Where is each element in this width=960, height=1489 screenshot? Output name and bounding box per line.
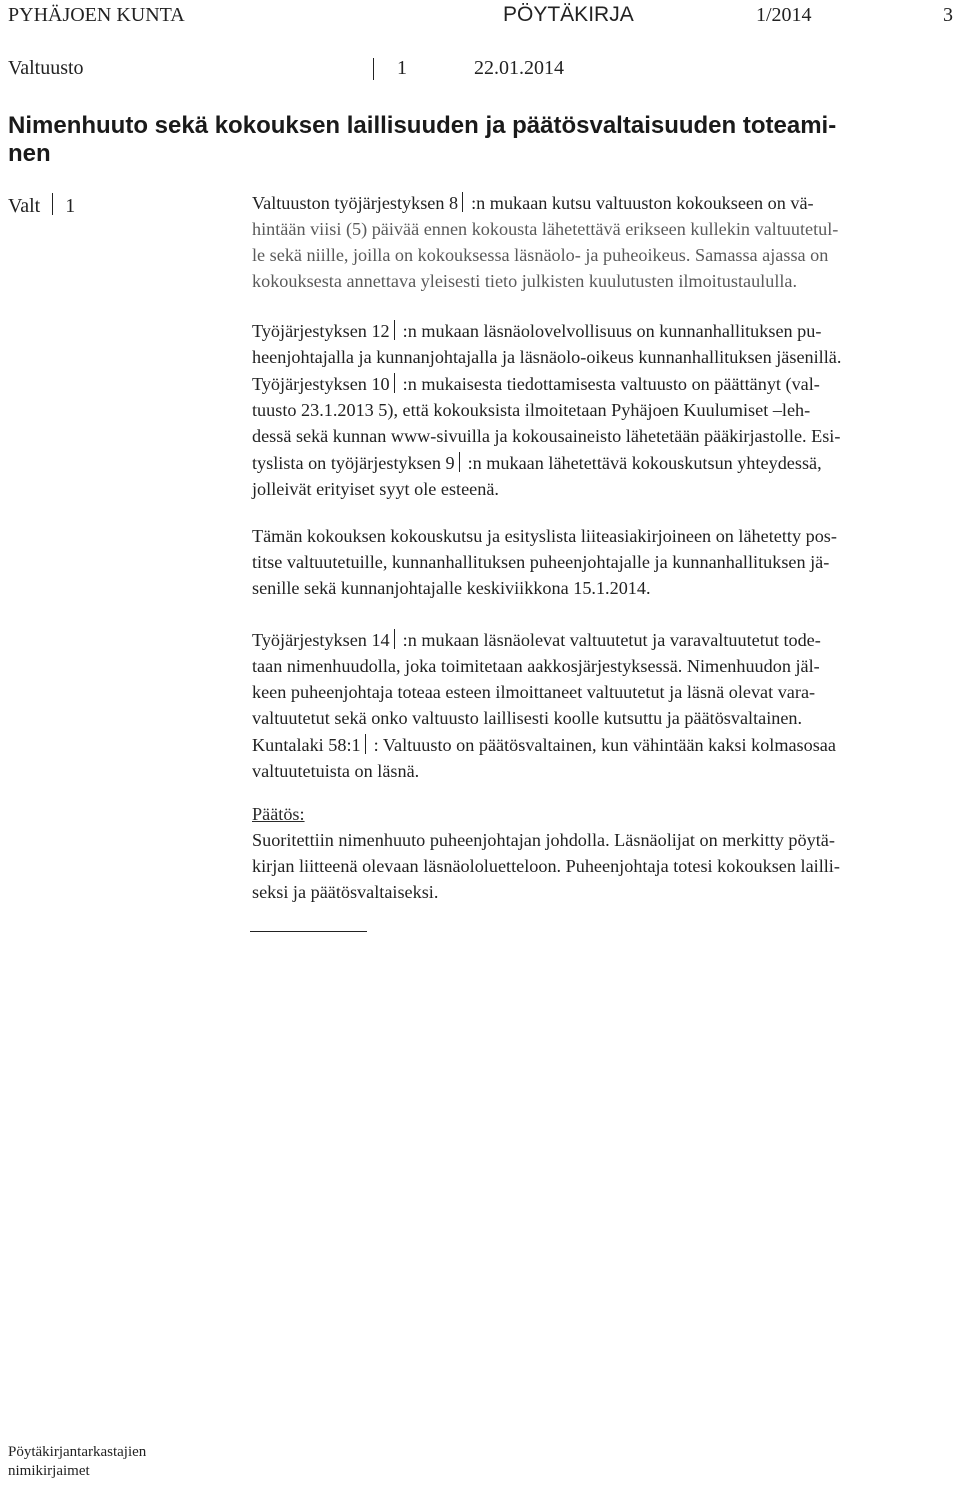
page-number: 3 (943, 4, 953, 26)
text-fragment: Työjärjestyksen 14 (252, 630, 390, 650)
paragraph-decision (252, 827, 956, 905)
text-fragment: le sekä niille, joilla on kokouksessa läsnäolo- ja puheoikeus. (252, 245, 691, 265)
text-fragment: :n mukaisesta tiedottamisesta valtuusto on päättänyt (val- (402, 374, 820, 394)
text-line: Tämän kokouksen kokouskutsu ja esityslista liiteasiakirjoineen on lähetetty pos- (252, 526, 837, 546)
text-line (252, 242, 956, 268)
text-fragment: Valtuuston työjärjestyksen 8 (252, 193, 459, 213)
section-sign-icon (52, 193, 63, 215)
paragraph-invitation-sent (252, 523, 956, 601)
footer-line: Pöytäkirjantarkastajien (8, 1444, 147, 1460)
section-number: 1 (65, 195, 76, 217)
section-sign-icon (394, 629, 403, 649)
section-sign-icon (394, 320, 403, 340)
text-line: Suoritettiin nimenhuuto puheenjohtajan johdolla. Läsnäolijat on merkitty pöytä- (252, 830, 835, 850)
text-line (252, 449, 956, 476)
text-fragment: : Valtuusto on päätösvaltainen, kun vähintään kaksi kolmasosaa (373, 735, 836, 755)
document-number: 1/2014 (756, 4, 812, 26)
text-line: jolleivät erityiset syyt ole esteenä. (252, 479, 499, 499)
text-line: kokouksesta annettava yleisesti tieto julkisten kuulutusten ilmoitustaululla. (252, 271, 798, 291)
body-name: Valtuusto (8, 57, 84, 79)
section-sign-icon (459, 452, 468, 472)
text-fragment: :n mukaan kutsu valtuuston kokoukseen on vä- (471, 193, 814, 213)
text-fragment: Kuntalaki 58:1 (252, 735, 361, 755)
paragraph-attendance-duty (252, 317, 956, 502)
text-fragment: :n mukaan lähetettävä kokouskutsun yhteydessä, (467, 453, 822, 473)
text-fragment: tyslista on työjärjestyksen 9 (252, 453, 455, 473)
text-line: tuusto 23.1.2013 5), että kokouksista ilmoitetaan Pyhäjoen Kuulumiset –leh- (252, 400, 811, 420)
text-line: valtuutetuista on läsnä. (252, 761, 420, 781)
section-sign-icon (373, 55, 384, 84)
page-title (8, 112, 938, 168)
title-line: nen (8, 140, 51, 167)
text-line (252, 317, 956, 344)
footer-line: nimikirjaimet (8, 1463, 90, 1479)
section-label: Valt (8, 195, 41, 217)
paragraph-roll-call (252, 626, 956, 784)
text-line: dessä sekä kunnan www-sivuilla ja kokousaineisto lähetetään pääkirjastolle. Esi- (252, 426, 841, 446)
text-line: valtuutetut sekä onko valtuusto laillisesti koolle kutsuttu ja päätösvaltainen. (252, 708, 803, 728)
text-fragment: Työjärjestyksen 10 (252, 374, 390, 394)
text-line (252, 189, 956, 216)
title-line: Nimenhuuto sekä kokouksen laillisuuden ja päätösvaltaisuuden toteami- (8, 112, 837, 139)
text-line (252, 731, 956, 758)
end-divider (250, 931, 367, 932)
text-line (252, 626, 956, 653)
section-sign-icon (394, 373, 403, 393)
section-sign-icon (365, 734, 374, 754)
text-line: hintään viisi (5) päivää ennen kokousta lähetettävä erikseen kullekin valtuutetul- (252, 219, 839, 239)
text-line: titse valtuutetuille, kunnanhallituksen puheenjohtajalle ja kunnanhallituksen jä- (252, 552, 830, 572)
text-fragment: :n mukaan läsnäolovelvollisuus on kunnanhallituksen pu- (402, 321, 822, 341)
section-sign-icon (462, 192, 471, 212)
decision-label: Päätös: (252, 804, 305, 824)
text-line: kirjan liitteenä olevaan läsnäololuetteloon. Puheenjohtaja totesi kokouksen lailli- (252, 856, 840, 876)
text-fragment: Työjärjestyksen 12 (252, 321, 390, 341)
text-line (252, 370, 956, 397)
document-type: PÖYTÄKIRJA (503, 3, 634, 26)
text-fragment: Samassa ajassa on (690, 245, 829, 265)
text-line: keen puheenjohtaja toteaa esteen ilmoittaneet valtuutetut ja läsnä olevat vara- (252, 682, 816, 702)
text-line: taan nimenhuudolla, joka toimitetaan aakkosjärjestyksessä. Nimenhuudon jäl- (252, 656, 820, 676)
text-line: senille sekä kunnanjohtajalle keskiviikkona 15.1.2014. (252, 578, 651, 598)
text-line: heenjohtajalla ja kunnanjohtajalla ja läsnäolo-oikeus kunnanhallituksen jäsenillä. (252, 347, 842, 367)
meeting-date: 22.01.2014 (474, 57, 564, 79)
organization-name: PYHÄJOEN KUNTA (8, 4, 185, 26)
section-marker (8, 190, 75, 219)
paragraph-invitation (252, 189, 956, 294)
text-fragment: :n mukaan läsnäolevat valtuutetut ja varavaltuutetut tode- (402, 630, 821, 650)
text-line: seksi ja päätösvaltaiseksi. (252, 882, 439, 902)
header-section-number: 1 (397, 57, 407, 79)
